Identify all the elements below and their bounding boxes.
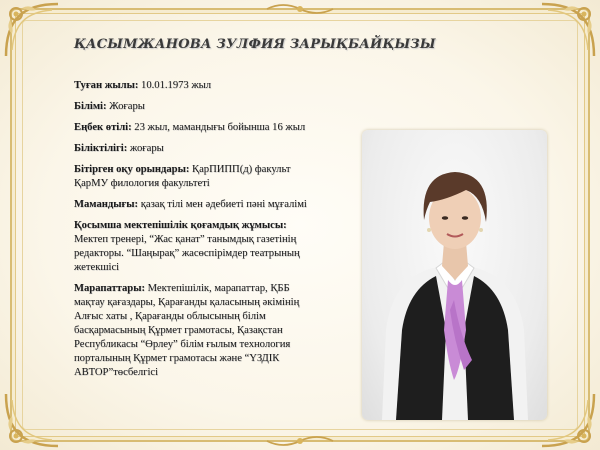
corner-ornament-icon (538, 0, 598, 60)
field-value: қазақ тілі мен әдебиеті пәні мұғалімі (138, 199, 307, 210)
field-additional-work (74, 219, 320, 275)
biography-info (74, 79, 320, 387)
field-graduated-from (74, 163, 320, 191)
field-birth-year (74, 79, 320, 93)
field-education (74, 100, 320, 114)
field-qualification (74, 142, 320, 156)
field-awards (74, 282, 320, 380)
field-value: ҚарПИПП(д) факульт ҚарМУ филология факультеті (74, 164, 291, 189)
bottom-ornament-icon (265, 433, 335, 449)
field-label: Бітірген оқу орындары: (74, 164, 190, 175)
field-value: жоғары (127, 143, 164, 154)
field-label: Еңбек өтілі: (74, 122, 132, 133)
field-value: 23 жыл, мамандығы бойынша 16 жыл (131, 122, 306, 133)
field-value: Мектепішілік, марапаттар, ҚББ мақтау қағаздары, Қарағанды қаласының әкімінің Алғыс хаты , Қарағанды облысының білім басқармасының Құрмет грамотасы, Қазақстан Республикасы “Өрлеу” білім ғылым технология порталының Құрмет грамотасы және “ҮЗДІК АВТОР”төсбелгісі (74, 283, 300, 378)
corner-ornament-icon (2, 0, 62, 60)
field-label: Қосымша мектепішілік қоғамдық жұмысы: (74, 220, 287, 231)
field-label: Білімі: (74, 101, 107, 112)
corner-ornament-icon (2, 390, 62, 450)
field-work-experience (74, 121, 320, 135)
field-label: Марапаттары: (74, 283, 145, 294)
field-value: Мектеп тренері, “Жас қанат” танымдық газетінің редакторы. “Шаңырақ” жасөспірімдер театрының жетекшісі (74, 234, 300, 273)
portrait-photo (362, 130, 547, 420)
field-label: Біліктілігі: (74, 143, 128, 154)
field-value: 10.01.1973 жыл (138, 80, 212, 91)
field-value: Жоғары (106, 101, 145, 112)
top-ornament-icon (265, 1, 335, 17)
field-label: Мамандығы: (74, 199, 139, 210)
portrait-illustration (362, 130, 547, 420)
corner-ornament-icon (538, 390, 598, 450)
page-title: ҚАСЫМЖАНОВА ЗУЛФИЯ ЗАРЫҚБАЙҚЫЗЫ (74, 37, 436, 52)
field-specialty (74, 198, 320, 212)
field-label: Туған жылы: (74, 80, 139, 91)
